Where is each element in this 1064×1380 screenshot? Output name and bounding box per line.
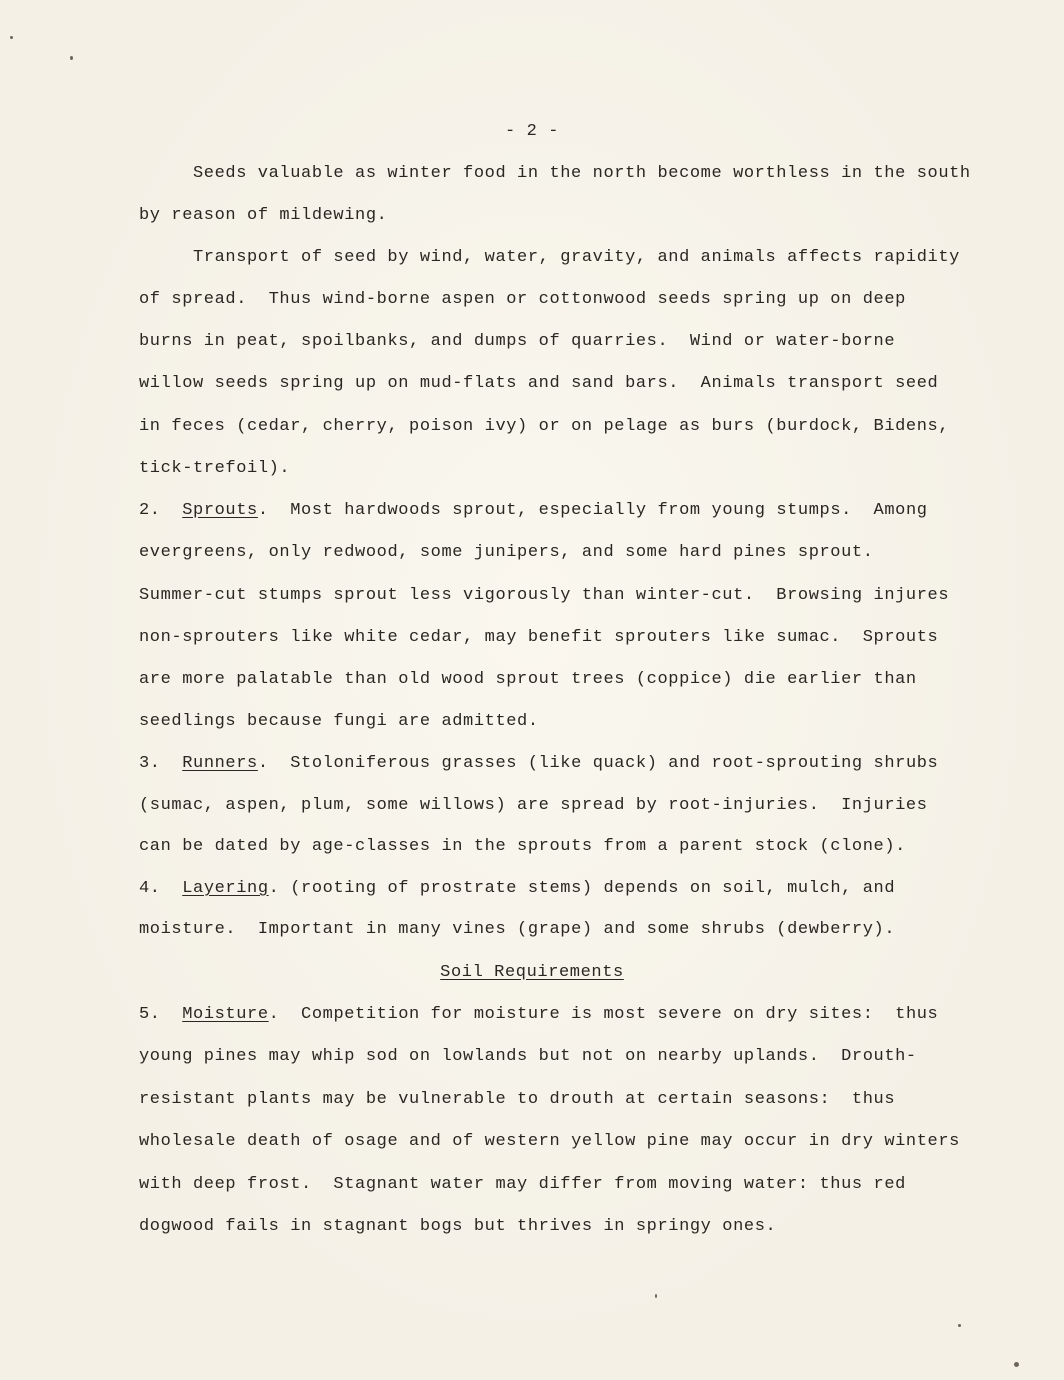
text-line: resistant plants may be vulnerable to drouth at certain seasons: thus (139, 1090, 896, 1109)
text-line: evergreens, only redwood, some junipers, and some hard pines sprout. (139, 543, 874, 562)
text-line: burns in peat, spoilbanks, and dumps of quarries. Wind or water-borne (139, 332, 896, 351)
text-line: young pines may whip sod on lowlands but not on nearby uplands. Drouth- (139, 1047, 917, 1066)
text-line: Seeds valuable as winter food in the north become worthless in the south (193, 164, 971, 183)
text-line: can be dated by age-classes in the sprouts from a parent stock (clone). (139, 837, 906, 856)
text-line: Summer-cut stumps sprout less vigorously than winter-cut. Browsing injures (139, 586, 950, 605)
text-line: tick-trefoil). (139, 459, 291, 478)
text-line: Transport of seed by wind, water, gravity, and animals affects rapidity (193, 248, 960, 267)
page-number: - 2 - (504, 122, 559, 141)
text-line: by reason of mildewing. (139, 206, 388, 225)
paper-speck (10, 36, 13, 39)
item-term: Layering (182, 879, 269, 898)
paper-speck (1014, 1362, 1019, 1367)
item-number: 4. (139, 879, 183, 898)
text-line: with deep frost. Stagnant water may differ from moving water: thus red (139, 1175, 906, 1194)
item-text: . Stoloniferous grasses (like quack) and root-sprouting shrubs (257, 754, 939, 773)
numbered-item-sprouts (139, 501, 928, 521)
numbered-item-layering (139, 879, 895, 899)
paper-speck (958, 1324, 961, 1327)
item-term: Moisture (182, 1005, 269, 1024)
text-line: seedlings because fungi are admitted. (139, 712, 539, 731)
paper-speck (70, 56, 73, 60)
item-number: 2. (139, 501, 183, 520)
item-text: . Competition for moisture is most severe on dry sites: thus (268, 1005, 939, 1024)
text-line: willow seeds spring up on mud-flats and sand bars. Animals transport seed (139, 374, 939, 393)
text-line: dogwood fails in stagnant bogs but thrives in springy ones. (139, 1217, 777, 1236)
numbered-item-runners (139, 754, 938, 774)
text-line: non-sprouters like white cedar, may benefit sprouters like sumac. Sprouts (139, 628, 939, 647)
text-line: (sumac, aspen, plum, some willows) are spread by root-injuries. Injuries (139, 796, 928, 815)
paper-speck (655, 1294, 657, 1298)
item-text: . Most hardwoods sprout, especially from young stumps. Among (257, 501, 928, 520)
text-line: in feces (cedar, cherry, poison ivy) or on pelage as burs (burdock, Bidens, (139, 417, 950, 436)
item-number: 5. (139, 1005, 183, 1024)
item-term: Runners (182, 754, 258, 773)
text-line: are more palatable than old wood sprout trees (coppice) die earlier than (139, 670, 917, 689)
text-line: moisture. Important in many vines (grape) and some shrubs (dewberry). (139, 920, 896, 939)
section-heading: Soil Requirements (440, 963, 624, 982)
numbered-item-moisture (139, 1005, 938, 1025)
text-line: wholesale death of osage and of western yellow pine may occur in dry winters (139, 1132, 960, 1151)
text-line: of spread. Thus wind-borne aspen or cottonwood seeds spring up on deep (139, 290, 906, 309)
item-term: Sprouts (182, 501, 258, 520)
item-number: 3. (139, 754, 183, 773)
item-text: . (rooting of prostrate stems) depends on soil, mulch, and (268, 879, 896, 898)
